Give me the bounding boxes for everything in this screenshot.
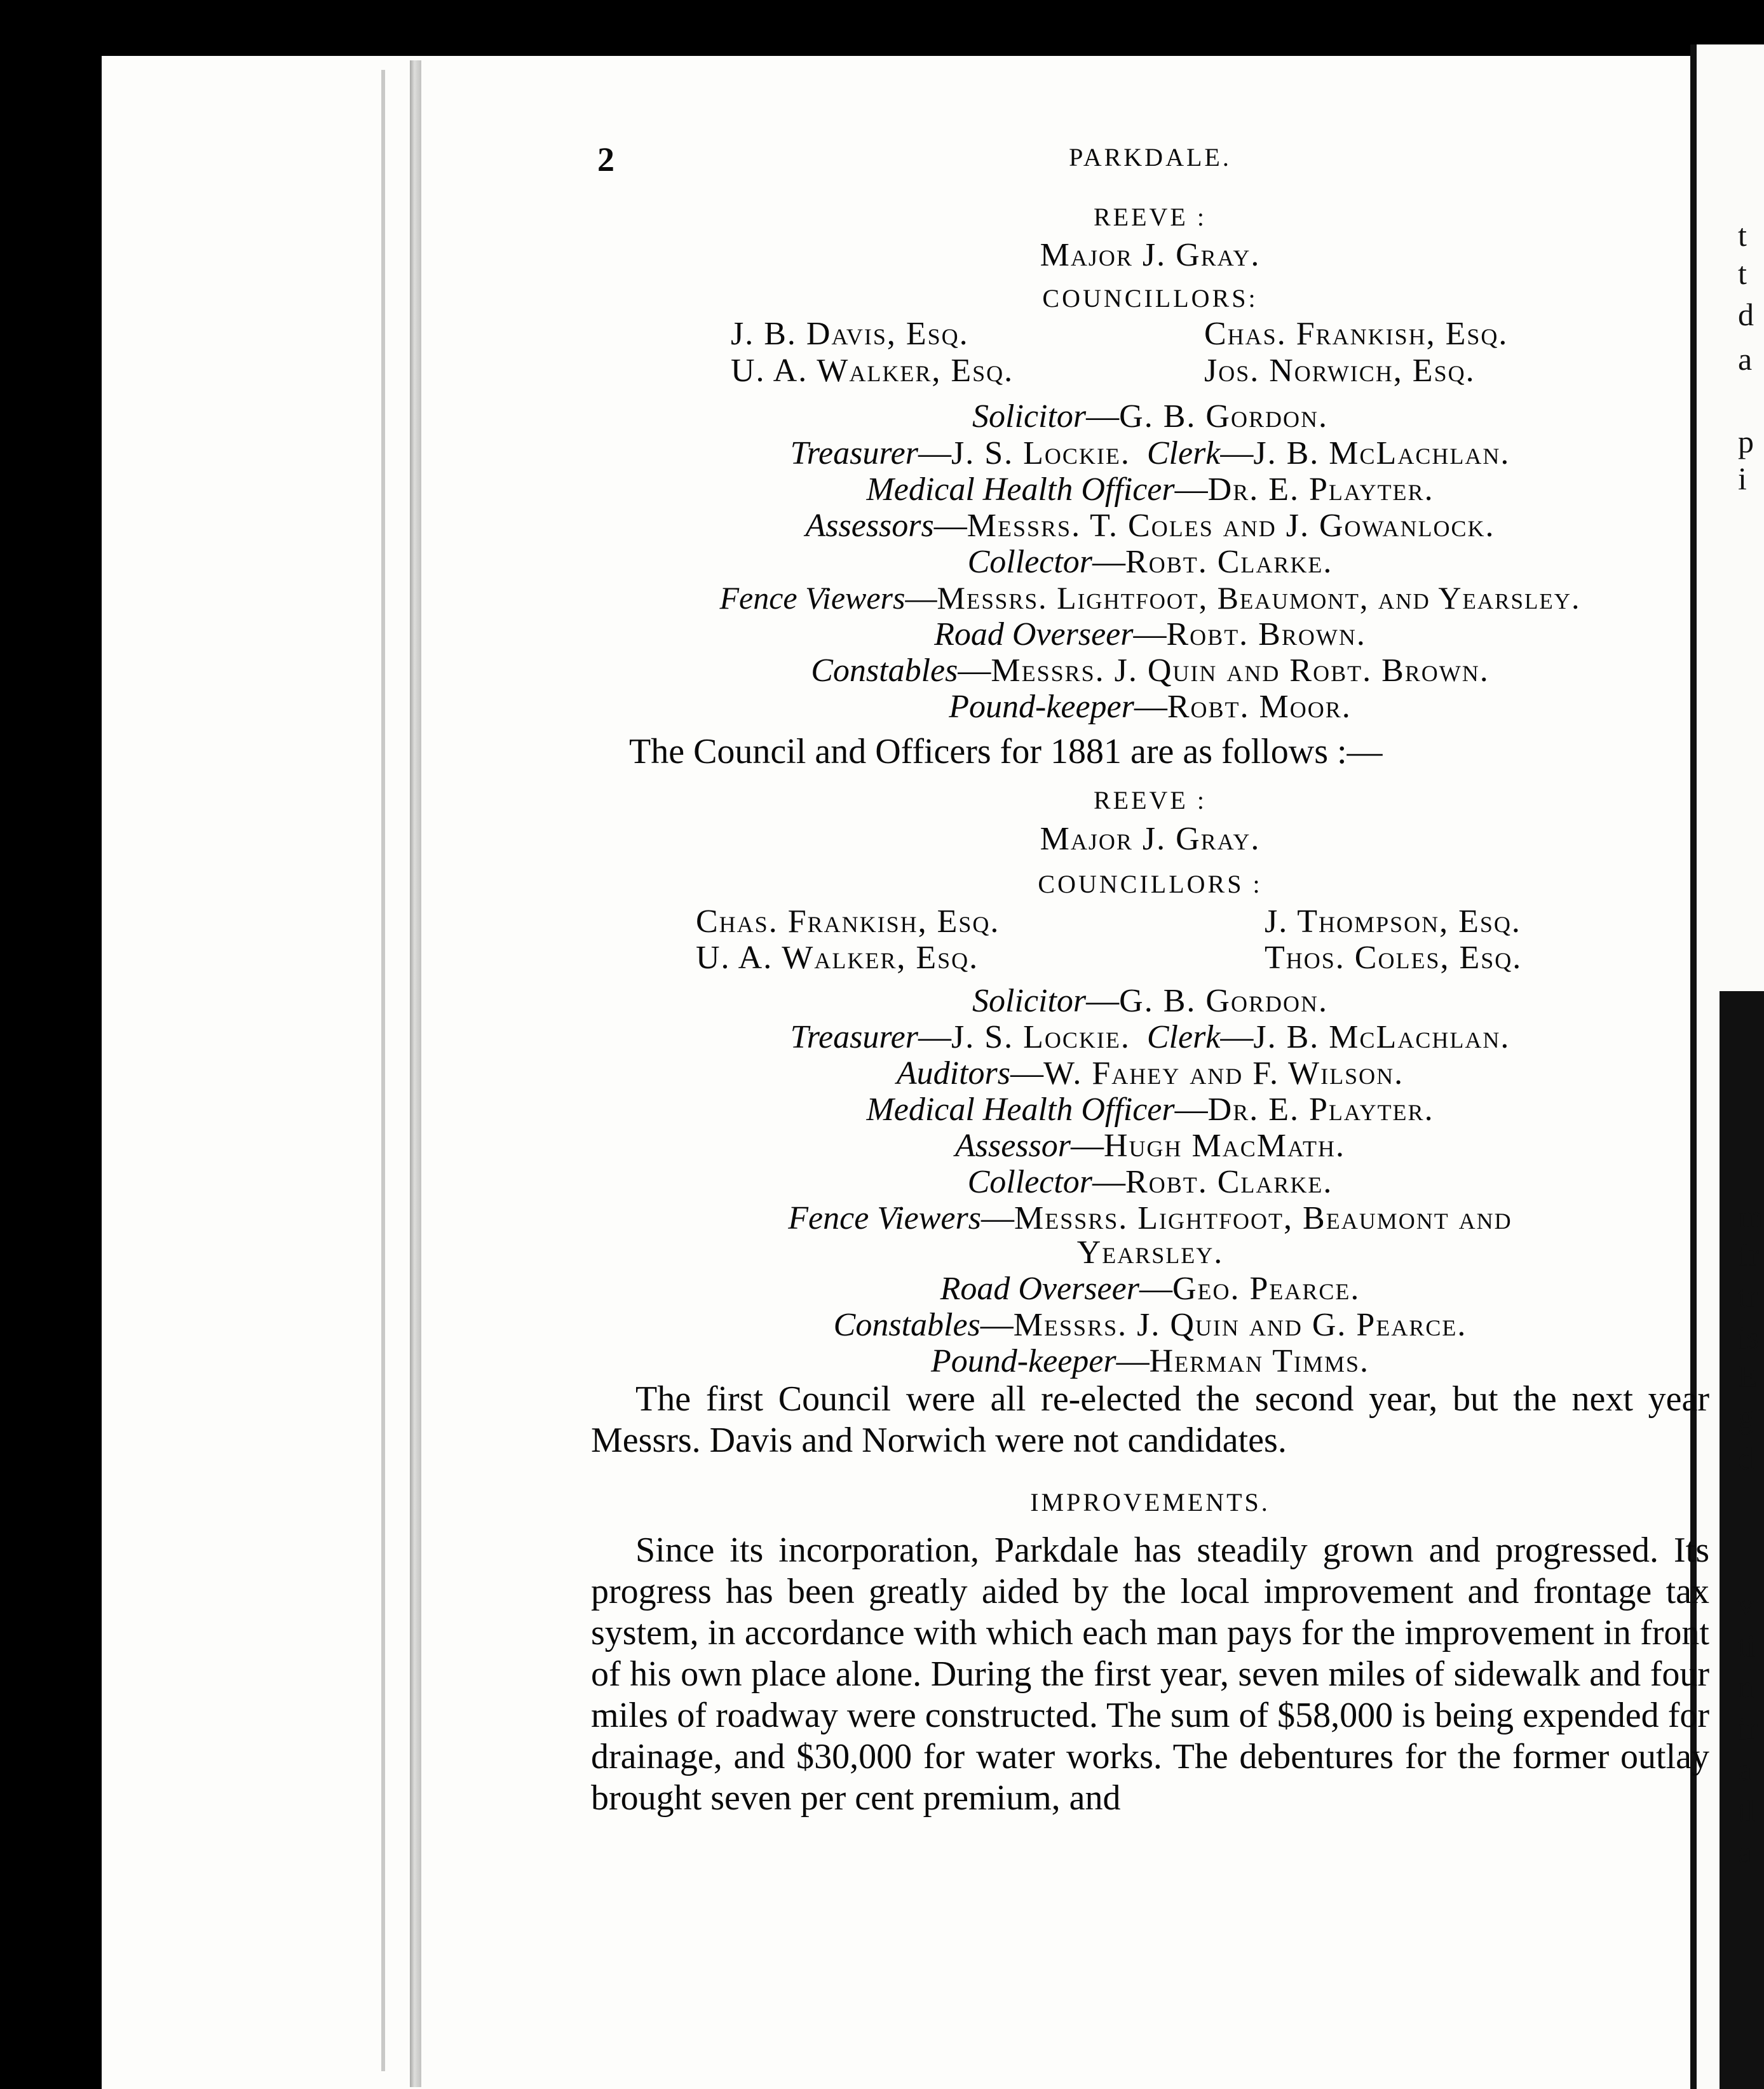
- officer-line: Treasurer—J. S. Lockie. Clerk—J. B. McLachlan.: [790, 435, 1510, 471]
- fragment: is: [1738, 1320, 1760, 1355]
- fragment: p: [1738, 424, 1754, 459]
- fragment: ir: [1738, 1710, 1758, 1746]
- running-title: PARKDALE.: [1069, 143, 1231, 172]
- reeve-name: Major J. Gray.: [1040, 237, 1261, 273]
- fragment: E: [1738, 1358, 1758, 1393]
- officer-line: Medical Health Officer—Dr. E. Playter.: [866, 471, 1434, 508]
- officer-line: Pound-keeper—Herman Timms.: [930, 1343, 1370, 1379]
- fragment: t: [1738, 217, 1747, 253]
- officer-line: Solicitor—G. B. Gordon.: [972, 398, 1328, 435]
- councillor: U. A. Walker, Esq.: [731, 353, 1014, 389]
- councillors-heading: COUNCILLORS :: [1038, 870, 1263, 898]
- fragment: a: [1738, 1834, 1753, 1870]
- fragment: m: [1738, 1199, 1763, 1234]
- improvements-paragraph: Since its incorporation, Parkdale has steadily grown and progressed. Its progress has been greatly aided by the local improvement and frontage tax system, in accordance with which each man pays for the improvement in front of his own place alone. During the first year, seven miles of sidewalk and four miles of roadway were constructed. The sum of $58,000 is being expended for drainage, and $30,000 for water works. The debentures for the former outlay brought seven per cent premium, and: [591, 1531, 1709, 1818]
- councillor: J. Thompson, Esq.: [1265, 903, 1521, 940]
- page-number: 2: [597, 140, 614, 179]
- reeve-heading: REEVE :: [1094, 786, 1207, 815]
- intro-1881: The Council and Officers for 1881 are as follows :—: [629, 732, 1383, 771]
- fragment: tr: [1738, 1278, 1758, 1314]
- officer-line: Collector—Robt. Clarke.: [967, 544, 1333, 580]
- officer-line: Assessor—Hugh MacMath.: [954, 1128, 1346, 1164]
- officer-line: Constables—Messrs. J. Quin and Robt. Brown.: [811, 652, 1489, 689]
- reeve-heading: REEVE :: [1094, 203, 1207, 231]
- fragment: t: [1738, 255, 1747, 291]
- officer-line: Auditors—W. Fahey and F. Wilson.: [896, 1055, 1404, 1092]
- councillor: Jos. Norwich, Esq.: [1204, 353, 1476, 389]
- fragment: v: [1738, 1586, 1754, 1622]
- fragment: d: [1738, 1440, 1754, 1476]
- officer-line: Fence Viewers—Messrs. Lightfoot, Beaumont and: [788, 1200, 1512, 1236]
- fragment: tl: [1738, 1793, 1756, 1829]
- reelection-paragraph: The first Council were all re-elected the second year, but the next year Messrs. Davis and Norwich were not candidates.: [591, 1379, 1709, 1460]
- councillor: U. A. Walker, Esq.: [696, 940, 979, 976]
- gutter-shadow: [381, 70, 385, 2071]
- officer-line: Pound-keeper—Robt. Moor.: [949, 689, 1352, 725]
- improvements-heading: IMPROVEMENTS.: [1030, 1488, 1270, 1517]
- officer-line: Medical Health Officer—Dr. E. Playter.: [866, 1092, 1434, 1128]
- councillor: Thos. Coles, Esq.: [1265, 940, 1523, 976]
- officer-line: Road Overseer—Geo. Pearce.: [940, 1271, 1360, 1307]
- fragment: ti: [1738, 1628, 1756, 1663]
- councillor: Chas. Frankish, Esq.: [1204, 316, 1509, 352]
- fragment: n: [1738, 1669, 1754, 1705]
- officer-continuation: Yearsley.: [1076, 1234, 1224, 1271]
- councillor: J. B. Davis, Esq.: [731, 316, 969, 352]
- officer-line: Solicitor—G. B. Gordon.: [972, 983, 1328, 1019]
- fragment: fr: [1738, 1237, 1760, 1273]
- officer-line: Fence Viewers—Messrs. Lightfoot, Beaumont, and Yearsley.: [719, 580, 1581, 616]
- officer-line: Treasurer—J. S. Lockie. Clerk—J. B. McLachlan.: [790, 1019, 1510, 1055]
- fragment: i: [1738, 461, 1747, 496]
- officer-line: Collector—Robt. Clarke.: [967, 1164, 1333, 1200]
- officer-line: Road Overseer—Robt. Brown.: [934, 616, 1366, 652]
- reeve-name: Major J. Gray.: [1040, 821, 1261, 857]
- officer-line: Constables—Messrs. J. Quin and G. Pearce.: [833, 1307, 1467, 1343]
- councillors-heading: COUNCILLORS:: [1042, 284, 1258, 313]
- facing-page-shadow: [1720, 991, 1764, 2089]
- fragment: d: [1738, 297, 1754, 332]
- fragment: a: [1738, 341, 1753, 377]
- binding-edge: [410, 60, 421, 2087]
- fragment: a: [1738, 1752, 1753, 1787]
- officer-line: Assessors—Messrs. T. Coles and J. Gowanlock.: [805, 508, 1495, 544]
- councillor: Chas. Frankish, Esq.: [696, 903, 1000, 940]
- fragment: g: [1738, 1399, 1754, 1435]
